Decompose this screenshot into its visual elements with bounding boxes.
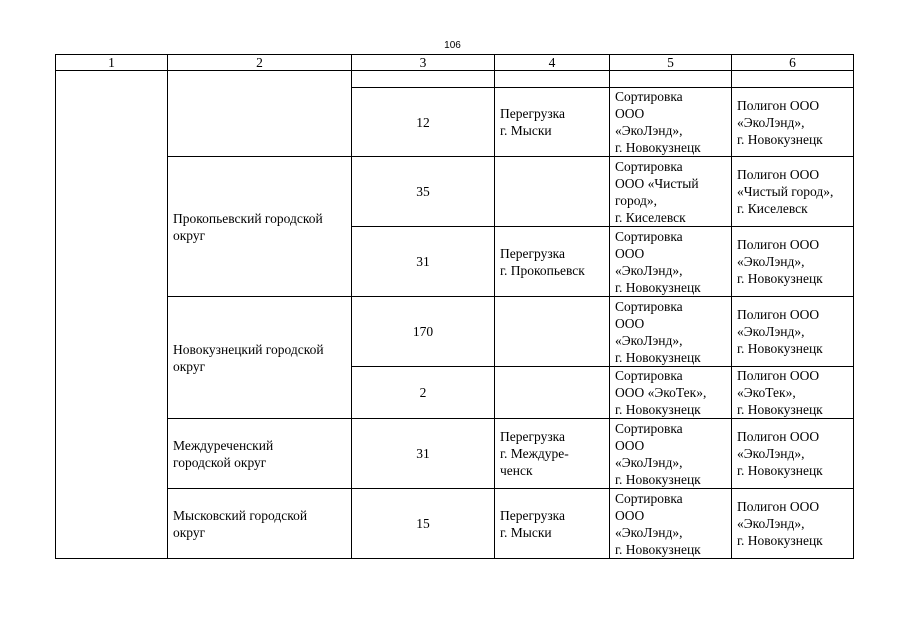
spacer-row xyxy=(56,71,854,88)
transfer-cell xyxy=(495,157,610,227)
table-row xyxy=(56,419,854,489)
region-cell xyxy=(56,71,168,559)
table-row xyxy=(56,157,854,227)
volume-cell: 170 xyxy=(352,297,495,367)
sorting-cell: Сортировка ООО «ЭкоЛэнд», г. Новокузнецк xyxy=(610,489,732,559)
table-row xyxy=(56,489,854,559)
landfill-cell: Полигон ООО «ЭкоЛэнд», г. Новокузнецк xyxy=(732,419,854,489)
landfill-cell: Полигон ООО «ЭкоЛэнд», г. Новокузнецк xyxy=(732,489,854,559)
landfill-cell: Полигон ООО «ЭкоЛэнд», г. Новокузнецк xyxy=(732,297,854,367)
volume-cell: 31 xyxy=(352,419,495,489)
waste-routing-table xyxy=(55,54,854,559)
column-number: 1 xyxy=(56,55,168,71)
transfer-cell: Перегрузка г. Мыски xyxy=(495,489,610,559)
transfer-cell: Перегрузка г. Мыски xyxy=(495,88,610,157)
volume-cell: 31 xyxy=(352,227,495,297)
transfer-cell: Перегрузка г. Прокопьевск xyxy=(495,227,610,297)
transfer-cell: Перегрузка г. Междуре- ченск xyxy=(495,419,610,489)
column-number: 4 xyxy=(495,55,610,71)
transfer-cell xyxy=(495,297,610,367)
volume-cell: 12 xyxy=(352,88,495,157)
empty-cell xyxy=(610,71,732,88)
volume-cell: 2 xyxy=(352,367,495,419)
district-cell: Новокузнецкий городской округ xyxy=(168,297,352,419)
sorting-cell: Сортировка ООО «Чистый город», г. Киселевск xyxy=(610,157,732,227)
sorting-cell: Сортировка ООО «ЭкоЛэнд», г. Новокузнецк xyxy=(610,88,732,157)
volume-cell: 15 xyxy=(352,489,495,559)
empty-cell xyxy=(352,71,495,88)
volume-cell: 35 xyxy=(352,157,495,227)
column-number: 5 xyxy=(610,55,732,71)
column-number: 3 xyxy=(352,55,495,71)
landfill-cell: Полигон ООО «ЭкоЛэнд», г. Новокузнецк xyxy=(732,227,854,297)
column-number: 6 xyxy=(732,55,854,71)
district-cell: Междуреченский городской округ xyxy=(168,419,352,489)
landfill-cell: Полигон ООО «ЭкоЛэнд», г. Новокузнецк xyxy=(732,88,854,157)
column-number: 2 xyxy=(168,55,352,71)
empty-cell xyxy=(495,71,610,88)
sorting-cell: Сортировка ООО «ЭкоТек», г. Новокузнецк xyxy=(610,367,732,419)
sorting-cell: Сортировка ООО «ЭкоЛэнд», г. Новокузнецк xyxy=(610,297,732,367)
landfill-cell: Полигон ООО «ЭкоТек», г. Новокузнецк xyxy=(732,367,854,419)
district-cell: Прокопьевский городской округ xyxy=(168,157,352,297)
sorting-cell: Сортировка ООО «ЭкоЛэнд», г. Новокузнецк xyxy=(610,419,732,489)
district-cell: Мысковский городской округ xyxy=(168,489,352,559)
column-number-row xyxy=(56,55,854,71)
transfer-cell xyxy=(495,367,610,419)
district-cell-empty xyxy=(168,71,352,157)
empty-cell xyxy=(732,71,854,88)
table-row xyxy=(56,297,854,367)
landfill-cell: Полигон ООО «Чистый город», г. Киселевск xyxy=(732,157,854,227)
page-number: 106 xyxy=(444,40,461,51)
sorting-cell: Сортировка ООО «ЭкоЛэнд», г. Новокузнецк xyxy=(610,227,732,297)
